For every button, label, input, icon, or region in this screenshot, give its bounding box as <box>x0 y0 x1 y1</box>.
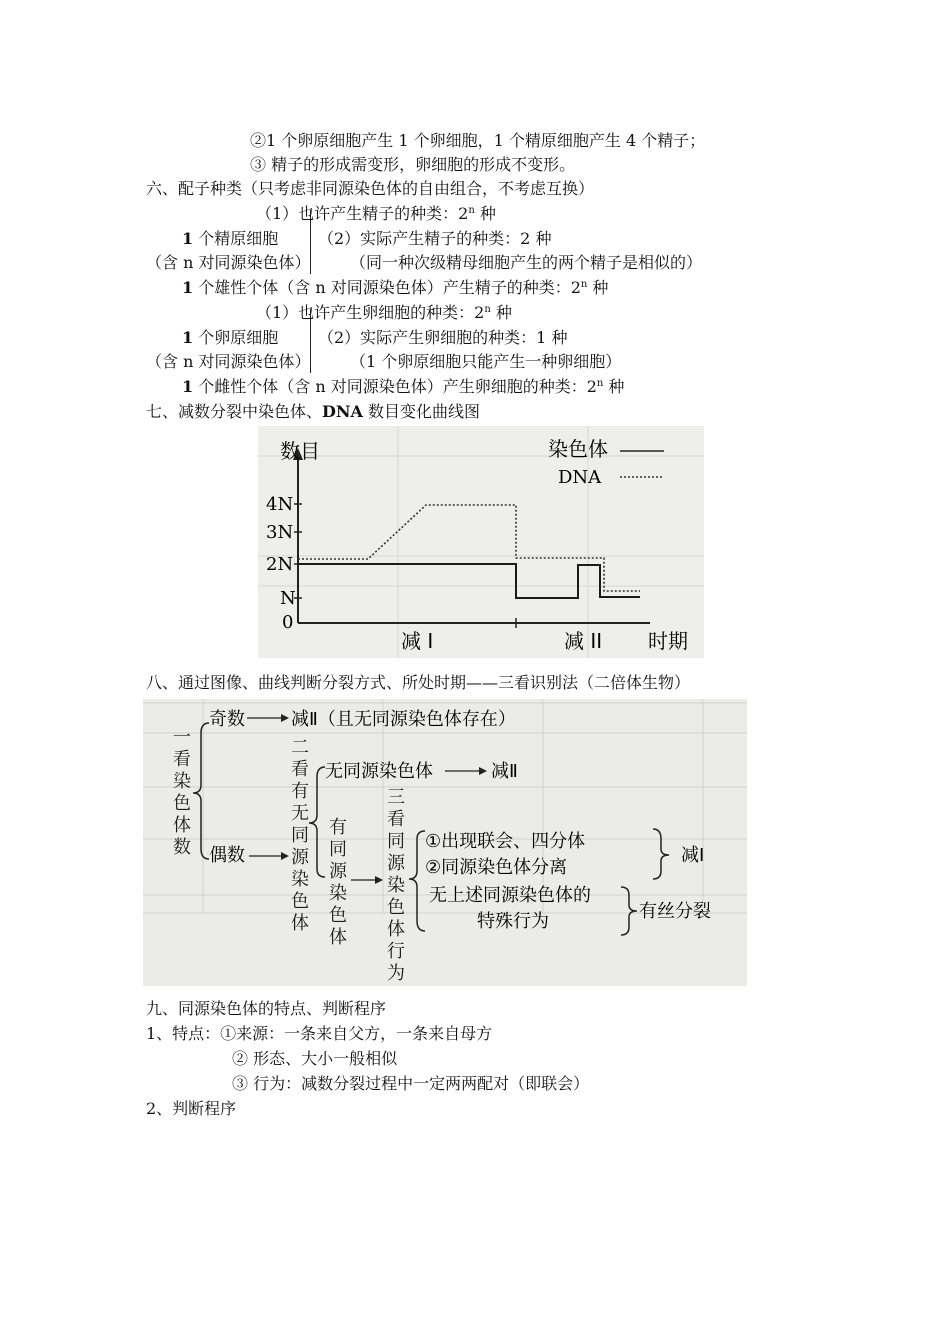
judgement-procedure: 2、判断程序 <box>146 1099 237 1118</box>
sperm-actual-types: （2）实际产生精子的种类：2 种 <box>318 229 552 248</box>
third-look-char: 看 <box>387 809 405 830</box>
three-look-flowchart <box>143 699 747 986</box>
meiosis-chart <box>258 426 704 658</box>
even-label: 偶数 <box>209 845 245 866</box>
female-types: 1 个雌性个体（含 n 对同源染色体）产生卵细胞的种类：2$^n$ 种 <box>182 377 625 396</box>
second-look-char: 色 <box>291 891 309 912</box>
third-look-char: 同 <box>387 831 405 852</box>
branch-none-line1: 无上述同源染色体的 <box>429 885 591 906</box>
first-look-char: 看 <box>173 749 191 770</box>
has-homolog-char: 有 <box>329 817 347 838</box>
y-tick-label: 4N <box>266 494 294 515</box>
x-axis-title: 时期 <box>648 629 688 653</box>
x-label-meiosis-1: 减 I <box>401 629 434 653</box>
y-tick-label: 0 <box>282 612 294 633</box>
has-homolog-char: 色 <box>329 905 347 926</box>
branch-separation: ②同源染色体分离 <box>425 857 568 878</box>
egg-note-left: （含 n 对同源染色体） <box>146 352 311 371</box>
male-types: 1 个雄性个体（含 n 对同源染色体）产生精子的种类：2$^n$ 种 <box>182 278 609 297</box>
second-look-char: 源 <box>291 847 309 868</box>
has-homolog-char: 源 <box>329 861 347 882</box>
result-meiosis-1: 减Ⅰ <box>681 845 705 866</box>
y-tick-label: 2N <box>266 554 294 575</box>
y-tick-label: N <box>280 588 296 609</box>
first-look-char: 染 <box>173 771 191 792</box>
second-look-char: 有 <box>291 781 309 802</box>
first-look-char: 数 <box>173 837 191 858</box>
second-look-char: 看 <box>291 759 309 780</box>
chromosome-series-line <box>298 564 640 598</box>
branch-none-line2: 特殊行为 <box>477 911 549 932</box>
dna-series-line <box>298 505 640 591</box>
egg-possible-types: （1）也许产生卵细胞的种类：2$^n$ 种 <box>256 303 512 322</box>
first-look-char: 色 <box>173 793 191 814</box>
has-homolog-char: 染 <box>329 883 347 904</box>
third-look-char: 行 <box>387 941 405 962</box>
text-line: ③ 精子的形成需变形，卵细胞的形成不变形。 <box>250 155 576 174</box>
first-look-char: 体 <box>173 815 191 836</box>
egg-note-right: （1 个卵原细胞只能产生一种卵细胞） <box>350 352 622 371</box>
no-homolog-label: 无同源染色体 <box>325 761 433 782</box>
section-nine-title: 九、同源染色体的特点、判断程序 <box>146 999 387 1018</box>
third-look-char: 为 <box>387 963 405 984</box>
feature-origin: 1、特点：①来源：一条来自父方，一条来自母方 <box>146 1024 493 1043</box>
second-look-char: 二 <box>291 737 309 758</box>
sperm-possible-types: （1）也许产生精子的种类：2$^n$ 种 <box>256 204 496 223</box>
third-look-char: 体 <box>387 919 405 940</box>
second-look-char: 同 <box>291 825 309 846</box>
no-homolog-result: 减Ⅱ <box>491 761 518 782</box>
second-look-char: 染 <box>291 869 309 890</box>
section-six-title: 六、配子种类（只考虑非同源染色体的自由组合，不考虑互换） <box>146 179 595 198</box>
third-look-char: 色 <box>387 897 405 918</box>
odd-label: 奇数 <box>209 709 245 730</box>
feature-behavior: ③ 行为：减数分裂过程中一定两两配对（即联会） <box>232 1074 590 1093</box>
result-mitosis: 有丝分裂 <box>639 901 711 922</box>
has-homolog-char: 同 <box>329 839 347 860</box>
legend-dna: DNA <box>558 467 602 488</box>
third-look-char: 源 <box>387 853 405 874</box>
section-eight-title: 八、通过图像、曲线判断分裂方式、所处时期——三看识别法（二倍体生物） <box>146 673 691 692</box>
sperm-note-right: （同一种次级精母细胞产生的两个精子是相似的） <box>350 253 703 272</box>
legend-chromosome: 染色体 <box>548 437 608 461</box>
second-look-char: 体 <box>291 913 309 934</box>
text-line: ②1 个卵原细胞产生 1 个卵细胞，1 个精原细胞产生 4 个精子； <box>250 131 706 150</box>
first-look-char: 一 <box>173 727 191 748</box>
egg-actual-types: （2）实际产生卵细胞的种类：1 种 <box>318 328 568 347</box>
sperm-note-left: （含 n 对同源染色体） <box>146 253 311 272</box>
has-homolog-char: 体 <box>329 927 347 948</box>
y-tick-label: 3N <box>266 522 294 543</box>
x-label-meiosis-2: 减 II <box>564 629 603 653</box>
feature-shape: ② 形态、大小一般相似 <box>232 1049 398 1068</box>
y-axis-title: 数目 <box>280 439 320 463</box>
branch-synapsis: ①出现联会、四分体 <box>425 831 586 852</box>
spermatogonium-label: 1 个精原细胞 <box>182 229 279 248</box>
oogonium-label: 1 个卵原细胞 <box>182 328 279 347</box>
second-look-char: 无 <box>291 803 309 824</box>
third-look-char: 染 <box>387 875 405 896</box>
section-seven-title: 七、减数分裂中染色体、DNA 数目变化曲线图 <box>146 402 481 421</box>
odd-result: 减Ⅱ（且无同源染色体存在） <box>291 709 516 730</box>
third-look-char: 三 <box>387 787 405 808</box>
